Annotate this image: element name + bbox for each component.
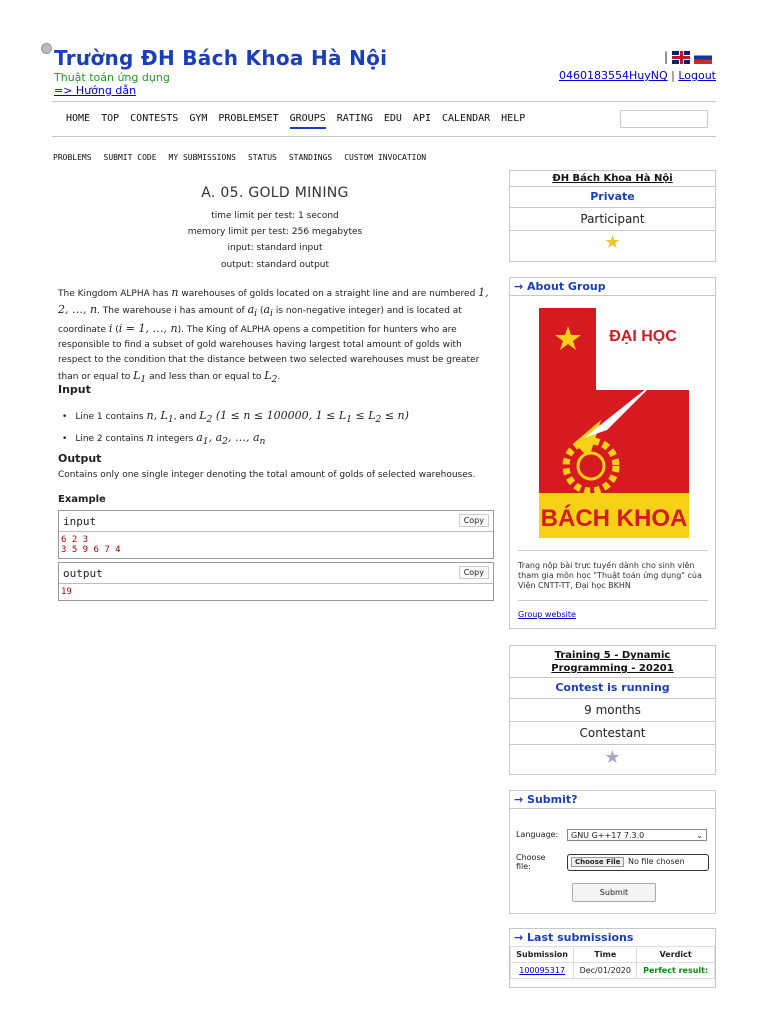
about-group-caption: → About Group bbox=[514, 280, 606, 293]
menu-item-help[interactable]: HELP bbox=[501, 113, 526, 124]
english-flag-icon[interactable] bbox=[672, 51, 690, 64]
site-title[interactable]: Trường ĐH Bách Khoa Hà Nội bbox=[54, 46, 388, 70]
menu-item-top[interactable]: TOP bbox=[101, 113, 120, 124]
main-menu bbox=[52, 101, 716, 137]
submit-button[interactable]: Submit bbox=[572, 883, 656, 902]
example-input-text[interactable] bbox=[59, 532, 493, 558]
russian-flag-icon[interactable] bbox=[694, 51, 712, 64]
lang-separator: | bbox=[664, 50, 669, 64]
language-label: Language: bbox=[516, 830, 559, 839]
table-row bbox=[511, 963, 715, 979]
example-input-label: input bbox=[63, 515, 97, 528]
input-spec-line-2: • Line 2 contains n integers $a_1$, $a_2$, …, $a_n$ bbox=[62, 429, 492, 451]
example-input-line: 3 5 9 6 7 4 bbox=[61, 545, 121, 555]
search-input[interactable] bbox=[620, 110, 708, 128]
copy-output-button[interactable]: Copy bbox=[459, 566, 489, 579]
site-subtitle: Thuật toán ứng dụng bbox=[54, 71, 170, 84]
table-header: Time bbox=[574, 947, 637, 963]
example-output-text[interactable]: 19 bbox=[61, 587, 72, 597]
contest-name-line: Training 5 - Dynamic bbox=[554, 650, 671, 661]
logout-link[interactable]: Logout bbox=[678, 69, 716, 82]
menu-item-gym[interactable]: GYM bbox=[189, 113, 208, 124]
language-select[interactable] bbox=[567, 829, 707, 841]
output-heading: Output bbox=[58, 452, 102, 465]
contest-duration: 9 months bbox=[510, 698, 715, 721]
table-header: Verdict bbox=[637, 947, 715, 963]
contest-name-link[interactable] bbox=[510, 646, 715, 677]
user-bar bbox=[559, 69, 716, 82]
last-submissions-box bbox=[509, 928, 716, 988]
memory-limit: memory limit per test: 256 megabytes bbox=[187, 227, 363, 237]
site-logo-icon[interactable] bbox=[41, 43, 52, 54]
choose-file-button[interactable]: Choose File bbox=[571, 857, 624, 867]
contest-name-line: Programming - 20201 bbox=[551, 663, 674, 674]
input-file: input: standard input bbox=[227, 243, 323, 253]
language-switcher bbox=[664, 50, 712, 64]
logo-bottom-text: BÁCH KHOA bbox=[540, 505, 688, 532]
chevron-down-icon: ⌄ bbox=[696, 831, 703, 840]
menu-item-contests[interactable]: CONTESTS bbox=[130, 113, 179, 124]
bach-khoa-logo bbox=[539, 308, 689, 538]
no-file-text: No file chosen bbox=[628, 857, 685, 866]
menu-item-problemset[interactable]: PROBLEMSET bbox=[218, 113, 279, 124]
submit-box bbox=[509, 790, 716, 914]
example-output-label: output bbox=[63, 567, 103, 580]
submenu-my-submissions[interactable]: MY SUBMISSIONS bbox=[168, 153, 236, 162]
submenu-status[interactable]: STATUS bbox=[247, 153, 277, 162]
group-role: Participant bbox=[510, 207, 715, 230]
problem-legend: The Kingdom ALPHA has n warehouses of golds located on a straight line and are numbered 1, 2, …, n. The warehouse i has amount of $a_i$ ($a_i$ is non-negative integer) and is located at coordinate i (i = 1, …, n). The King of ALPHA opens a competition for hunters who are responsible to find a subset of gold warehouses having largest total amount of golds with respect to the condition that the distance between two selected warehouses must be greater than or equal to $L_1$ and less than or equal to $L_2$. bbox=[58, 286, 489, 386]
contest-star-icon[interactable]: ★ bbox=[510, 744, 715, 771]
submissions-table bbox=[510, 946, 715, 979]
about-group-box bbox=[509, 277, 716, 629]
copy-input-button[interactable]: Copy bbox=[459, 514, 489, 527]
submission-time: Dec/01/2020 bbox=[574, 963, 637, 979]
menu-item-calendar[interactable]: CALENDAR bbox=[441, 113, 491, 124]
file-input[interactable] bbox=[567, 854, 709, 871]
contest-status: Contest is running bbox=[510, 677, 715, 698]
output-spec: Contains only one single integer denoting the total amount of golds of selected warehouses. bbox=[58, 470, 476, 480]
group-name-link[interactable]: ĐH Bách Khoa Hà Nội bbox=[552, 173, 673, 184]
submenu-standings[interactable]: STANDINGS bbox=[288, 153, 333, 162]
menu-item-home[interactable]: HOME bbox=[66, 113, 91, 124]
language-selected: GNU G++17 7.3.0 bbox=[571, 831, 645, 840]
about-group-text: Trang nộp bài trực tuyến dành cho sinh viên tham gia môn học "Thuật toán ứng dụng" của Viện CNTT-TT, Đại học BKHN bbox=[518, 561, 702, 590]
input-heading: Input bbox=[58, 383, 91, 396]
submenu-submit-code[interactable]: SUBMIT CODE bbox=[103, 153, 157, 162]
time-limit: time limit per test: 1 second bbox=[211, 211, 339, 221]
menu-item-rating[interactable]: RATING bbox=[336, 113, 373, 124]
guide-link[interactable]: => Hướng dẫn bbox=[54, 84, 137, 97]
sub-menu bbox=[53, 153, 438, 162]
group-website-link[interactable]: Group website bbox=[518, 610, 576, 619]
example-output-box bbox=[58, 562, 494, 601]
last-submissions-caption: → Last submissions bbox=[514, 931, 634, 944]
group-type: Private bbox=[510, 186, 715, 207]
contest-info-box bbox=[509, 645, 716, 775]
choose-file-label: Choose file: bbox=[516, 853, 546, 871]
submenu-custom-invocation[interactable]: CUSTOM INVOCATION bbox=[344, 153, 427, 162]
output-file: output: standard output bbox=[220, 260, 330, 270]
menu-item-api[interactable]: API bbox=[412, 113, 431, 124]
group-info-box bbox=[509, 170, 716, 262]
submission-verdict: Perfect result: bbox=[637, 963, 715, 979]
user-separator: | bbox=[671, 69, 675, 82]
input-spec bbox=[62, 407, 492, 451]
example-heading: Example bbox=[58, 494, 106, 505]
problem-title: A. 05. GOLD MINING bbox=[201, 185, 349, 201]
submenu-problems[interactable]: PROBLEMS bbox=[53, 153, 92, 162]
menu-item-groups[interactable]: GROUPS bbox=[290, 113, 326, 129]
contest-role: Contestant bbox=[510, 721, 715, 744]
logo-top-text: ĐẠI HỌC bbox=[609, 328, 677, 345]
submission-id-link[interactable]: 100095317 bbox=[519, 966, 566, 975]
user-handle-link[interactable]: 0460183554HuyNQ bbox=[558, 69, 668, 82]
input-spec-line-1: • Line 1 contains n, $L_1$, and $L_2$ (1 ≤ n ≤ 100000, $1 \le L_1 \le L_2 \le n$) bbox=[62, 407, 492, 429]
table-header: Submission bbox=[511, 947, 574, 963]
favourite-star-icon[interactable]: ★ bbox=[510, 230, 715, 255]
menu-item-edu[interactable]: EDU bbox=[383, 113, 402, 124]
example-input-line: 6 2 3 bbox=[61, 535, 89, 545]
example-input-box bbox=[58, 510, 494, 559]
submit-caption: → Submit? bbox=[514, 793, 578, 806]
